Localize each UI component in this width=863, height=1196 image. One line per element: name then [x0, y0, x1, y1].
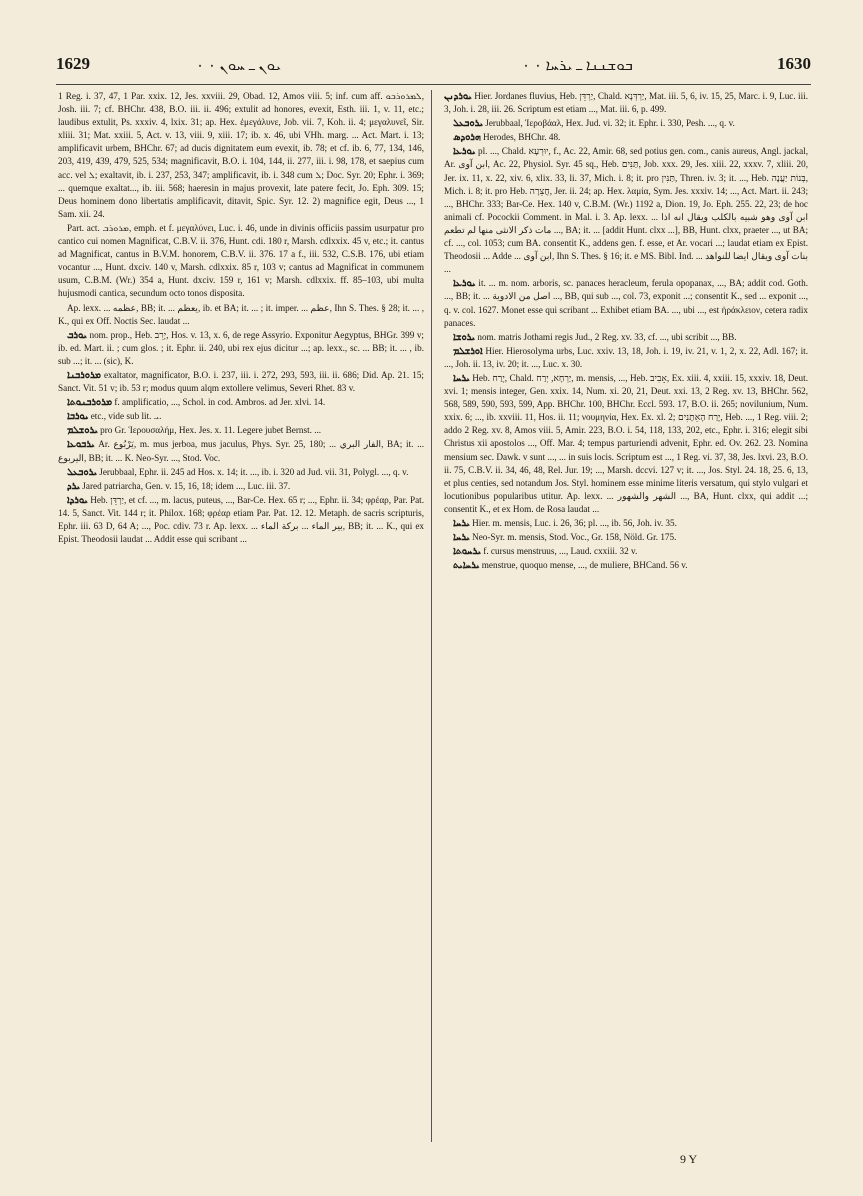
page-number-left: 1629	[56, 54, 90, 73]
entry-text: Herodes, BHChr. 48.	[483, 132, 561, 143]
entry-text: Hier. m. mensis, Luc. i. 26, 36; pl. ..., ib. 56, Joh. iv. 35.	[472, 518, 677, 528]
dictionary-entry	[444, 517, 808, 530]
entry-text: Jared patriarcha, Gen. v. 15, 16, 18; idem ..., Luc. iii. 37.	[82, 480, 291, 491]
entry-headword: ܝܪܒܘܥܐ	[67, 439, 95, 451]
dictionary-entry	[58, 329, 424, 368]
entry-headword: ܝܪܘܫܐ	[453, 331, 476, 343]
entry-headword: ܗܪܘܕܣ	[453, 132, 481, 144]
page-header	[56, 54, 811, 78]
left-column	[58, 90, 424, 1140]
dictionary-entry	[58, 410, 424, 423]
entry-headword: ܝܘܪܥܐ	[453, 278, 476, 290]
entry-text: pl. ..., Chald. יוּרְעָא, f., Ac. 22, Amir. 68, sed potius gen. com., canis aureus, Angl. jackal, Ar. ابن آوى, Ac. 22, Physiol. Syr. 45 sq., Heb. תַּנִּים, Job. xxx. 29, Jes. xiii. 22, xxxv. 7, xliii. 20, Jer. ix. 11, x. 22, xiv. 6, xlix. 33, li. 37, Mich. i. 8; it. pro תַּנִּין, Thren. iv. 3; it. ..., Heb. בְּנוֹת יַעֲנָה, Mich. i. 8; it. pro Heb. חֲצֵרָה, Jer. ii. 24; ap. Hex. λαμία, Sym. Jes. xxxiv. 14; ..., Act. Mart. ii. 243; ..., BHChr. 333; Bar-Ce. Hex. 140 v, C.B.M. (Wr.) 1192 a, Dion. 19, Jo. Eph. 255. 22, 23; de hoc animali cf. Pocockii Comment. in Mal. i. 3. Ap. lexx. ... ابن آوى وهو شبيه بالكلب ويقال انه اذا مات ذكر الانثى منها لم تطعم ..., BA; it. ... [addit Hunt. clxx ...], BB, Hunt. clxx, praeter ..., ut BA; cf. ..., col. 1053; cum BA. consentit K., addens gen. f. esse, et Ar. vocari ...; laudat etiam ex Epist. Theodosii ... Adde ... ابن آوى, Ihn S. Thes. § 16; it. e MS. Bibl. Ind. ... بنات آوى ويقال ايضا للنواهد ...	[444, 146, 808, 275]
entry-headword: ܝܘܪܒܐ	[67, 411, 89, 423]
entry-text: pro Gr. Ἱερουσαλήμ, Hex. Jes. x. 11. Legere jubet Bernst. ...	[100, 425, 322, 436]
dictionary-entry	[58, 480, 424, 493]
entry-text: exaltator, magnificator, B.O. i. 237, iii. i. 272, 293, 593, iii. ii. 686; Did. Ap. 21. 15; Sanct. Vit. 51 v; ib. 53 r; modus quum alqm extollere velimus, Severi Rhet. 83 v.	[58, 369, 424, 394]
entry-headword: ܝܘܪܕܢܢ	[444, 91, 472, 102]
entry-text: Hier. Jordanes fluvius, Heb. יַרְדֵּן, Chald. יַרְדְּנָא, Mat. iii. 5, 6, iv. 15, 25, Marc. i. 9, Luc. iii. 3, Joh. i. 28, iii. 26. Scriptum est etiam ..., Mat. iii. 6, p. 499.	[444, 91, 808, 115]
entry-headword: ܡܪܘܪܒܢܘܬܐ	[67, 397, 113, 409]
signature-mark: 9 Y	[680, 1152, 698, 1166]
entry-headword: ܝܪܚܐܝܬ	[453, 560, 480, 572]
entry-headword: ܝܘܪܒ	[67, 329, 87, 341]
page-number-right: 1630	[777, 54, 811, 73]
entry-headword: ܝܘܪܕܐ	[67, 494, 88, 506]
dictionary-entry	[444, 90, 808, 116]
entry-text: it. ... m. nom. arboris, sc. panaces heracleum, ferula opopanax, ..., BA; addit cod. Goth. ..., BB; it. ... اصل من الادوية ..., BB, qui sub ..., col. 73, exponit ...; consentit K., sed ... exponit ..., q. v. col. 1627. Monet esse qui scribant ... Exhibet etiam BA. ..., ubi ..., est ἡράκλειον, cetera radix panaces.	[444, 278, 808, 328]
entry-text: nom. prop., Heb. יָרֵב, Hos. v. 13, x. 6, de rege Assyrio. Exponitur Aegyptus, BHGr. 399 v; ib. ed. Mart. ii. ; cum glos. ; it. Ephr. ii. 240, ubi rex ejus dicitur ...; ap. lexx., sc. ... BB; it. ... , ib. sub ...; it. ... (sic), K.	[58, 329, 424, 366]
dictionary-entry	[58, 396, 424, 409]
dictionary-entry	[58, 438, 424, 464]
dictionary-entry	[444, 345, 808, 371]
entry-text: Jerubbaal, Ephr. ii. 245 ad Hos. x. 14; it. ..., ib. i. 320 ad Jud. vii. 31, Polygl. ..., q. v.	[99, 466, 409, 477]
running-head-left: ۰ ܝܘܢ ـ ܚܘܢ ۰	[196, 58, 282, 74]
entry-headword: ܝܪܘܒܥܠ	[67, 466, 97, 478]
entry-text: Heb. יַרְדֵּן, et cf. ..., m. lacus, puteus, ..., Bar-Ce. Hex. 65 r; ..., Ephr. ii. 34; φρέαρ, Par. Pat. 14. 5, Sanct. Vit. 144 r; it. Philox. 168; φρέαρ etiam Par. Pat. 12. 12. Metaph. de sacris scripturis, Ephr. iii. 63 D, 64 A; ..., Poc. cdiv. 73 r. Ap. lexx. ... بير الماء ... بركة الماء, BB; it. ... K., qui ex Epist. Theodosii laudat ... Addit esse qui scribant ...	[58, 494, 424, 545]
entry-text: Jerubbaal, Ἱεροβάαλ, Hex. Jud. vi. 32; it. Ephr. i. 330, Pesh. ..., q. v.	[485, 118, 735, 129]
header-rule	[56, 84, 811, 85]
entry-text: Ap. lexx. ... عظمه, BB; it. ... يعظم, ib. et BA; it. ... ; it. imper. ... عظم, Ihn S. Thes. § 28; it. ... , K., qui ex Off. Noctis Sec. laudat ...	[58, 302, 424, 326]
entry-headword: ܝܪܘܫܠܡ	[67, 425, 98, 437]
entry-text: Neo-Syr. m. mensis, Stod. Voc., Gr. 158, Nöld. Gr. 175.	[472, 532, 677, 543]
entry-text: Ar. يَرْبُوع, m. mus jerboa, mus jaculus, Phys. Syr. 25, 180; ... الفار البري, BA; it. ... اليربوع, BB; it. ... K. Neo-Syr. ..., Stod. Voc.	[58, 439, 424, 463]
dictionary-entry	[444, 277, 808, 329]
entry-text: Heb. יֶרַח, Chald. יַרְחָא, יְרַח, m. mensis, ..., Heb. אָבִיב, Ex. xiii. 4, xxiii. 15, xxxiv. 18, Deut. xvi. 1; mensis integer, Gen. xxix. 14, Num. xi. 20, 21, Deut. xxi. 13, 2 Reg. xv. 13, BHChr. 562, 568, 589, 590, 593, 599, App. BHChr. 100, BHChr. Eccl. 593. 17, B.O. ii. 265; novilunium, Num. xxix. 6; ..., ib. xxviii. 11, Hos. ii. 11; νουμηνία, Hex. Ex. xl. 2; יֶרַח הָאֵתָנִים, Heb. ..., 1 Reg. viii. 2; addo 2 Reg. xv. 8, Amos viii. 5, Amir. 223, B.O. i. 54, 118, 133, 202, etc., Ephr. i. 316; elegit sibi Christus xii apostolos ..., Off. Mar. 4; tempus parturiendi advenit, Ephr. ed. Ov. 262. 23. Nomina mensium sec. Dawk. v sunt ..., ... in suis locis. Scriptum est ..., 1 Reg. vi. 37, 38, Jes. lxvi. 23, B.O. ii. 75, C.B.V. ii. 34, 46, 48, Rel. Jur. 19; ..., Marsh. dccvi. 127 v; it. ..., Jos. Styl. 24. 18, 25. 6, 13, et plus centies, sed notandum Jos. Styl. hominem esse minime literis versatum, qui stylo vulgari et locutionibus popularibus utitur. Ap. lexx. ... الشهر والشهور ..., BA, Hunt. clxx, qui addit ...; consentit K., et ex Hom. de Rosa laudat ...	[444, 372, 808, 514]
entry-text: f. amplificatio, ..., Schol. in cod. Ambros. ad Jer. xlvi. 14.	[114, 397, 326, 408]
dictionary-entry	[58, 369, 424, 395]
entry-text: etc., vide sub lit. ܝ.	[90, 411, 162, 422]
column-divider	[431, 90, 432, 1142]
dictionary-entry	[58, 494, 424, 546]
entry-headword: ܝܪܚܘܬܐ	[453, 546, 481, 558]
entry-text: Part. act. ܡܪܘܪܒ, emph. et f. μεγαλύνει, Luc. i. 46, unde in divinis officiis passim usurpatur pro cantico cui nomen Magnificat, C.B.V. ii. 376, Hunt. cdi. 180 r, Marsh. cdlxxix. 45 v, etc.; it. cantus ad Magnificat, cantus in B.V.M. honorem, C.B.V. ii. 376. 17 a f., iii. 532, C.S.B. 176, ubi etiam vocantur ..., Hunt. dxciv. 140 v, Marsh. cdlxxix. 85 r, 103 v; cantus ad Magnificat in communem usum, C.B.M. (Wr.) 354 a, Hunt. dxciv. 159 r, 161 v; Marsh. cdlxxix. ff. 85–103, ubi multa hujusmodi cantica, secundum octo tonos disposita.	[58, 222, 424, 299]
dictionary-entry	[58, 302, 424, 328]
running-head-right: ۰ ܒܘܫܢܢܐ ـ ܝܪܚܐ ۰	[522, 58, 633, 74]
entry-headword: ܝܪܕ	[67, 480, 80, 492]
entry-text: Hier. Hierosolyma urbs, Luc. xxiv. 13, 18, Joh. i. 19, iv. 21, v. 1, 2, x. 22, Adl. 167; it. ..., Joh. ii. 13, iv. 20; it. ..., Luc. x. 30.	[444, 345, 808, 369]
entry-text: f. cursus menstruus, ..., Laud. cxxiii. 32 v.	[483, 546, 638, 557]
entry-headword: ܝܪܚܐ	[453, 518, 470, 529]
entry-text: nom. matris Jothami regis Jud., 2 Reg. xv. 33, cf. ..., ubi scribit ..., BB.	[477, 331, 737, 342]
dictionary-entry	[58, 424, 424, 437]
entry-text: 1 Reg. i. 37, 47, 1 Par. xxix. 12, Jes. xxviii. 29, Obad. 12, Amos viii. 5; inf. cum aff. ܠܡܪܘܪܒܘ, Josh. iii. 7; cf. BHChr. 438, B.O. iii. ii. 496; extulit ad honores, evexit, Esth. iii. 1, v. 11, etc.; laudibus extulit, Ps. xxxiv. 4, lxix. 31; ap. Hex. ἐμεγάλυνε, Job. vii. 7, Koh. ii. 4; μεγαλυνεῖ, Sir. xliii. 31; Mat. xxiii. 5, Act. v. 13, viii. 9, xiii. 17; ib. x. 46, ubi VHh. marg. ... Act. Mart. i. 13; amplificavit urbem, BHChr. 67; ad ducis dignitatem eum evexit, ib. 78; et cf. ib. 6, 77, 134, 146, 203, 419, 439, 479, 525, 534; magnificavit, B.O. i. 104, 144, ii. 277, iii. i. 98, 178, et saepius cum acc. vel ܠ; exaltavit, ib. i. 237, 253, 347; amplificavit, ib. i. 348 cum ܠ; Doc. Syr. 20; Ephr. i. 369; ... quemque exaltat..., ib. iii. 568; haeresin in majus provexit, late patere fecit, Jo. Eph. 309. 15; Deus hominem dono libertatis amplificavit, ditavit, Spic. Syr. 12. 2) magnifice egit, Deus ..., 1 Sam. xii. 24.	[58, 91, 424, 219]
dictionary-entry	[444, 131, 808, 144]
entry-headword: ܐܘܪܫܠܡ	[453, 345, 483, 357]
dictionary-entry	[444, 331, 808, 344]
dictionary-entry	[444, 531, 808, 544]
entry-headword: ܝܪܘܒܥܠ	[453, 118, 483, 130]
dictionary-entry	[58, 466, 424, 479]
dictionary-entry	[444, 372, 808, 516]
dictionary-entry	[58, 90, 424, 221]
dictionary-entry	[444, 117, 808, 130]
dictionary-entry	[444, 145, 808, 276]
dictionary-entry	[58, 222, 424, 301]
entry-headword: ܝܘܪܥܐ	[453, 146, 476, 158]
dictionary-entry	[444, 559, 808, 572]
entry-headword: ܡܪܘܪܒܢܐ	[67, 369, 101, 381]
entry-headword: ܝܪܚܐ	[453, 532, 470, 544]
dictionary-entry	[444, 545, 808, 558]
entry-headword: ܝܪܚܐ	[453, 372, 470, 384]
right-column	[444, 90, 808, 1140]
entry-text: menstrue, quoquo mense, ..., de muliere, BHCand. 56 v.	[481, 560, 688, 571]
